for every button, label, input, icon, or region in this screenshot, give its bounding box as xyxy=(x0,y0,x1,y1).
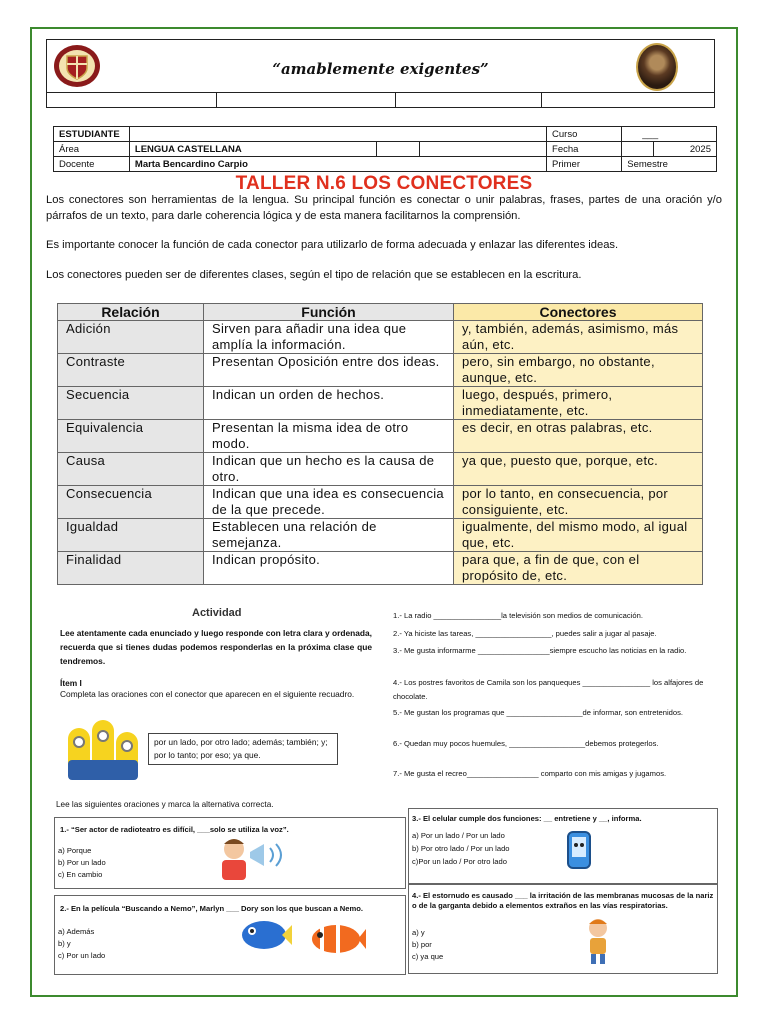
q4-text: 4.- El estornudo es causado ___ la irritación de las membranas mucosas de la nariz o de la garganta debido a elementos extraños en las vías respiratorias. xyxy=(412,891,714,910)
radio-actor-icon xyxy=(218,836,298,882)
cell-conectores: para que, a fin de que, con el propósito de, etc. xyxy=(454,552,703,585)
q1-option-b[interactable]: b) Por un lado xyxy=(58,858,106,867)
q2-option-b[interactable]: b) y xyxy=(58,939,71,948)
intro-paragraph-3: Los conectores pueden ser de diferentes clases, según el tipo de relación que se establecen en la escritura. xyxy=(46,269,582,281)
header-box xyxy=(46,39,715,93)
sentence-4: 4.- Los postres favoritos de Camila son los panqueques ________________ los alfajores de chocolate. xyxy=(393,678,704,701)
cell-conectores: por lo tanto, en consecuencia, por consiguiente, etc. xyxy=(454,486,703,519)
cell-relacion: Consecuencia xyxy=(58,486,204,519)
student-field[interactable] xyxy=(129,127,546,142)
q4-option-c[interactable]: c) ya que xyxy=(412,952,444,961)
col-conectores: Conectores xyxy=(454,304,703,321)
connectors-table xyxy=(57,303,703,585)
table-row xyxy=(58,552,703,585)
intro-paragraph-1: Los conectores son herramientas de la lengua. Su principal función es conectar o unir palabras, frases, partes de una oración y/o párrafos de un texto, para darle coherencia lógica y de esta manera facilitarnos la comprensión. xyxy=(46,194,722,222)
cell-funcion: Indican que una idea es consecuencia de la que precede. xyxy=(204,486,454,519)
intro-paragraph-2: Es importante conocer la función de cada conector para utilizarlo de forma adecuada y enlazar las diferentes ideas. xyxy=(46,239,619,251)
cell-funcion: Indican un orden de hechos. xyxy=(204,387,454,420)
cell-relacion: Igualdad xyxy=(58,519,204,552)
table-row xyxy=(58,420,703,453)
cell-conectores: pero, sin embargo, no obstante, aunque, etc. xyxy=(454,354,703,387)
period-value: Primer xyxy=(547,157,622,172)
cell-funcion: Establecen una relación de semejanza. xyxy=(204,519,454,552)
fecha-label: Fecha xyxy=(547,142,622,157)
fish-icon xyxy=(238,915,368,957)
item-title: Ítem I xyxy=(60,678,82,688)
cell-relacion: Adición xyxy=(58,321,204,354)
cell-relacion: Secuencia xyxy=(58,387,204,420)
area-label: Área xyxy=(54,142,130,157)
cell-conectores: igualmente, del mismo modo, al igual que, etc. xyxy=(454,519,703,552)
curso-label: Curso xyxy=(547,127,622,142)
q3-option-b[interactable]: b) Por otro lado / Por un lado xyxy=(412,844,510,853)
cell-funcion: Presentan Oposición entre dos ideas. xyxy=(204,354,454,387)
table-row xyxy=(58,321,703,354)
sentence-2: 2.- Ya hiciste las tareas, __________________, puedes salir a jugar al pasaje. xyxy=(393,629,657,638)
page-title: TALLER N.6 LOS CONECTORES xyxy=(235,173,533,194)
cell-relacion: Finalidad xyxy=(58,552,204,585)
table-row xyxy=(58,387,703,420)
activity-instructions: Lee atentamente cada enunciado y luego responde con letra clara y ordenada, recuerda que si tienes dudas podemos responderlas en la próxima clase que tendremos. xyxy=(60,628,372,666)
cell-funcion: Sirven para añadir una idea que amplía la información. xyxy=(204,321,454,354)
period2-value: Semestre xyxy=(622,157,717,172)
header-blank-row xyxy=(46,93,715,108)
connector-word-box: por un lado, por otro lado; además; también; y; por lo tanto; por eso; ya que. xyxy=(154,737,328,760)
cell-conectores: y, también, además, asimismo, más aún, etc. xyxy=(454,321,703,354)
q2-option-a[interactable]: a) Además xyxy=(58,927,95,936)
docente-value: Marta Bencardino Carpio xyxy=(129,157,546,172)
q3-text: 3.- El celular cumple dos funciones: __ entretiene y __, informa. xyxy=(412,814,642,823)
cell-relacion: Contraste xyxy=(58,354,204,387)
q4-option-b[interactable]: b) por xyxy=(412,940,432,949)
q3-option-c[interactable]: c)Por un lado / Por otro lado xyxy=(412,857,507,866)
mc-intro: Lee las siguientes oraciones y marca la alternativa correcta. xyxy=(56,800,274,809)
q3-option-a[interactable]: a) Por un lado / Por un lado xyxy=(412,831,505,840)
sneezing-kid-icon xyxy=(578,916,618,966)
cellphone-icon xyxy=(564,830,594,870)
activity-title: Actividad xyxy=(192,607,242,619)
cell-conectores: ya que, puesto que, porque, etc. xyxy=(454,453,703,486)
sentence-6: 6.- Quedan muy pocos huemules, __________________debemos protegerlos. xyxy=(393,739,659,748)
portrait-image xyxy=(636,43,678,91)
col-funcion: Función xyxy=(204,304,454,321)
info-table xyxy=(53,126,717,172)
motto: “amablemente exigentes” xyxy=(272,60,489,78)
sentence-7: 7.- Me gusta el recreo_________________ comparto con mis amigas y jugamos. xyxy=(393,769,667,778)
q1-option-c[interactable]: c) En cambio xyxy=(58,870,103,879)
cell-funcion: Presentan la misma idea de otro modo. xyxy=(204,420,454,453)
q2-text: 2.- En la película “Buscando a Nemo”, Marlyn ___ Dory son los que buscan a Nemo. xyxy=(60,904,363,913)
table-row xyxy=(58,486,703,519)
cell-funcion: Indican propósito. xyxy=(204,552,454,585)
table-row xyxy=(58,519,703,552)
cell-relacion: Equivalencia xyxy=(58,420,204,453)
cell-conectores: es decir, en otras palabras, etc. xyxy=(454,420,703,453)
cell-funcion: Indican que un hecho es la causa de otro. xyxy=(204,453,454,486)
q4-option-a[interactable]: a) y xyxy=(412,928,425,937)
col-relacion: Relación xyxy=(58,304,204,321)
sentence-3: 3.- Me gusta informarme _________________siempre escucho las noticias en la radio. xyxy=(393,646,687,655)
cell-conectores: luego, después, primero, inmediatamente, etc. xyxy=(454,387,703,420)
curso-value[interactable]: ___ xyxy=(622,127,717,142)
area-value: LENGUA CASTELLANA xyxy=(129,142,376,157)
table-row xyxy=(58,354,703,387)
item-text: Completa las oraciones con el conector que aparecen en el siguiente recuadro. xyxy=(60,689,355,699)
docente-label: Docente xyxy=(54,157,130,172)
cell-relacion: Causa xyxy=(58,453,204,486)
sentence-1: 1.- La radio ________________la televisión son medios de comunicación. xyxy=(393,611,643,620)
table-row xyxy=(58,453,703,486)
q1-text: 1.- “Ser actor de radioteatro es difícil, ___solo se utiliza la voz”. xyxy=(60,825,289,834)
student-label: ESTUDIANTE xyxy=(54,127,130,142)
q1-option-a[interactable]: a) Porque xyxy=(58,846,92,855)
sentence-5: 5.- Me gustan los programas que __________________de informar, son entretenidos. xyxy=(393,708,684,717)
minions-icon xyxy=(60,716,145,786)
year-value: 2025 xyxy=(653,142,716,157)
q2-option-c[interactable]: c) Por un lado xyxy=(58,951,106,960)
